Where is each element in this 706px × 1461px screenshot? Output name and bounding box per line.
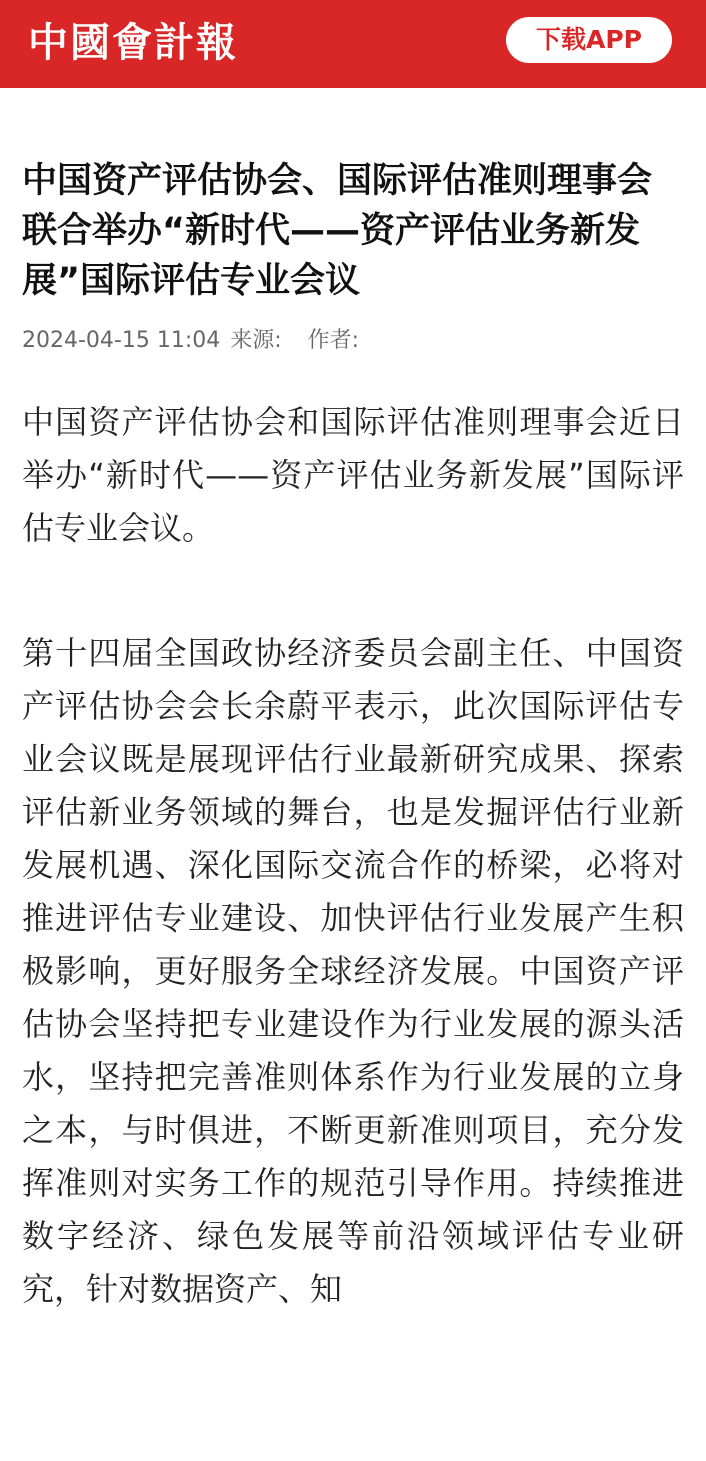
author-label: 作者:	[307, 328, 360, 353]
paragraph: 第十四届全国政协经济委员会副主任、中国资产评估协会会长余蔚平表示，此次国际评估专业会议既是展现评估行业最新研究成果、探索评估新业务领域的舞台，也是发掘评估行业新发展机遇、深化国际交流合作的桥梁，必将对推进评估专业建设、加快评估行业发展产生积极影响，更好服务全球经济发展。中国资产评估协会坚持把专业建设作为行业发展的源头活水，坚持把完善准则体系作为行业发展的立身之本，与时俱进，不断更新准则项目，充分发挥准则对实务工作的规范引导作用。持续推进数字经济、绿色发展等前沿领域评估专业研究，针对数据资产、知	[22, 634, 684, 1308]
article-title: 中国资产评估协会、国际评估准则理事会联合举办“新时代——资产评估业务新发展”国际评估专业会议	[22, 161, 653, 301]
article	[22, 156, 684, 1388]
top-bar	[0, 0, 706, 88]
article-body	[22, 396, 684, 1316]
paragraph: 中国资产评估协会和国际评估准则理事会近日举办“新时代——资产评估业务新发展”国际评估专业会议。	[22, 403, 684, 547]
publish-date: 2024-04-15 11:04	[22, 328, 221, 353]
site-logo[interactable]: 中國會計報	[28, 19, 238, 66]
article-meta	[22, 326, 684, 356]
source-label: 来源:	[230, 328, 282, 353]
download-app-button[interactable]: 下载APP	[506, 17, 672, 63]
